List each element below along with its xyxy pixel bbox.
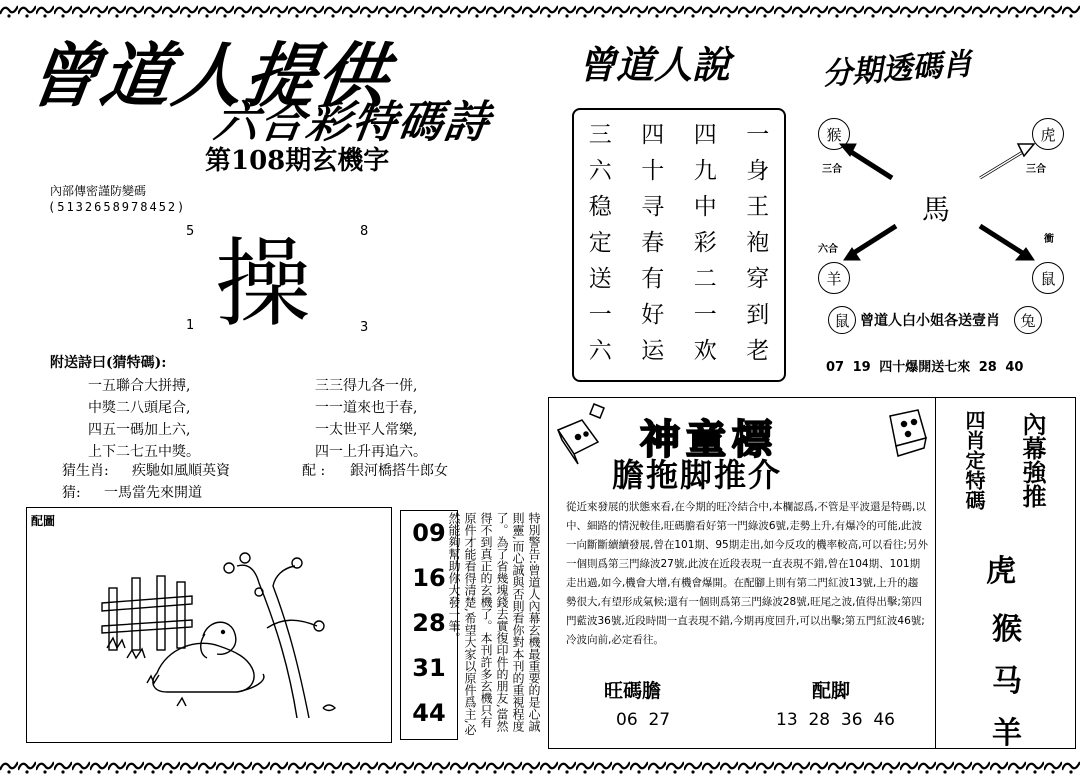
guess-text-2: 銀河橋搭牛郎女 [350,463,448,479]
issue-title: 第108期玄機字 [205,146,390,176]
grid-char: 穿 [746,265,770,292]
ad-title-2: 膽拖脚推介 [612,456,783,494]
grid-row [574,294,784,330]
picture-label: 配圖 [31,514,56,528]
grid-char: 寻 [641,193,665,220]
grid-char: 有 [641,265,665,292]
poem-line: 一太世平人常樂, [315,422,418,438]
poem-line: 四一上升再追六。 [315,444,427,460]
grid-char: 二 [693,265,717,292]
top-border [0,0,1080,22]
grid-char: 到 [746,301,770,328]
grid-char: 四 [693,121,717,148]
zodiac-rat: 鼠 [1032,262,1064,294]
bottom-rabbit-circle: 兔 [1014,306,1042,334]
dice-icon [556,402,606,466]
dog-tree-illustration [27,508,391,742]
side-zodiac: 猴 [992,612,1022,647]
ad-jiao-numbers: 13 28 36 46 [776,710,895,730]
poem-line: 三三得九各一併, [315,378,418,394]
poem-line: 上下二七五中獎。 [88,444,200,460]
ad-dan-numbers: 06 27 [616,710,671,730]
grid-char: 欢 [693,337,717,364]
grid-char: 六 [588,157,612,184]
guess-label-2: 配 : [302,463,326,479]
grid-char: 稳 [588,193,612,220]
grid-char: 九 [693,157,717,184]
ad-paragraph: 從近來發展的狀態來看,在今期的旺冷結合中,本欄認爲,不管是平波還是特碼,以中、細路的情況較佳,旺碼膽看好第一門綠波6號,走勢上升,有爆冷的可能,此波一向斷斷續續發展,曾在101期、95期走出,如今反攻的機率較高,可以看往;另外一個則爲第三門綠波27號,此波在近段表現一直表現不錯,曾在104期、101期走出過,如今,機會大增,有機會爆開。在配腳上則有第二門紅波13號,上升的趨勢很大,有望形成氣候;還有一個則爲第三門綠波28號,旺尾之波,值得出擊;第四門藍波36號,近段時間一直表現不錯,今期再度回升,可以出擊;第五門紅波46號;冷波向前,必定看往。 [566,501,928,646]
zodiac-arrows [830,130,1060,270]
grid-char: 身 [746,157,770,184]
number-item: 09 [412,519,446,547]
number-item: 31 [412,654,446,682]
grid-char: 送 [588,265,612,292]
poem-line: 中獎二八頭尾合, [88,400,191,416]
grid-row [574,114,784,150]
secret-line: 內部傳密謹防變碼 [50,184,147,198]
grid-char: 春 [641,229,665,256]
saying-title: 曾道人說 [578,42,731,87]
grid-char: 王 [746,193,770,220]
grid-char: 彩 [693,229,717,256]
main-title: 曾道人提供 [23,35,395,117]
warning-text: 特別警告:曾道人內幕玄機最重要的是心誠則靈,而心誠與否則看你對本刊的重視程度了。為了省幾塊錢去實復印件的朋友,當然得不到真正的玄機了。本刊許多玄機只有原件才能看得清楚,希望大家以原件爲主,必然能夠幫助你大發一筆。 [447,512,541,736]
grid-char: 一 [588,301,612,328]
picture-box [26,507,392,743]
side-col-1: 四肖定特碼 [962,410,986,510]
label-sanhe-left: 三合 [822,164,842,175]
grid-char: 三 [588,121,612,148]
number-item: 44 [412,699,446,727]
label-sanhe-right: 三合 [1026,164,1046,175]
poem-heading: 附送詩曰(猜特碼): [50,355,167,371]
dice-icon [880,402,930,466]
bottom-rat-circle: 鼠 [828,306,856,334]
side-zodiac: 马 [992,664,1022,699]
zodiac-horse: 馬 [922,193,951,226]
poem-line: 一一道來也于春, [315,400,418,416]
grid-char: 定 [588,229,612,256]
subtitle: 六合彩特碼詩 [210,97,494,148]
saying-grid [572,108,786,382]
grid-char: 老 [746,337,770,364]
zodiac-monkey: 猴 [818,118,850,150]
guess-label-1: 猜生肖: [62,463,109,479]
riddle-num-tr: 8 [360,224,369,239]
bottom-border [0,756,1080,778]
grid-char: 一 [693,301,717,328]
label-chong: 衝 [1044,234,1054,245]
grid-char: 好 [641,301,665,328]
riddle-num-br: 3 [360,320,369,335]
riddle-num-bl: 1 [186,318,195,333]
zodiac-bottom-text: 曾道人白小姐各送壹肖 [860,313,1000,329]
grid-char: 六 [588,337,612,364]
number-item: 16 [412,564,446,592]
zodiac-goat: 羊 [818,262,850,294]
zodiac-title: 分期透碼肖 [821,46,974,93]
poem-left [88,375,200,463]
guess-text-1: 疾馳如風順英資 [132,463,230,479]
grid-row [574,186,784,222]
label-liuhe: 六合 [818,244,838,255]
ad-label-jiao: 配脚 [812,680,851,702]
grid-row [574,330,784,366]
poem-line: 四五一碼加上六, [88,422,191,438]
side-zodiac: 羊 [992,716,1022,751]
ad-title-1: 神童標 [640,417,778,463]
riddle-num-tl: 5 [186,224,195,239]
poem-right [315,375,427,463]
number-item: 28 [412,609,446,637]
zodiac-footer: 07 19 四十爆開送七來 28 40 [826,360,1024,375]
secret-code: (5132658978452) [48,200,187,214]
riddle-character: 操 [215,228,311,340]
grid-row [574,222,784,258]
guess-text-3: 一馬當先來開道 [104,485,202,501]
side-col-2: 內幕強推 [1018,412,1047,508]
grid-char: 袍 [746,229,770,256]
zodiac-tiger: 虎 [1032,118,1064,150]
grid-char: 一 [746,121,770,148]
guess-label-3: 猜: [62,485,81,501]
grid-row [574,150,784,186]
grid-char: 十 [641,157,665,184]
grid-char: 中 [693,193,717,220]
grid-char: 运 [641,337,665,364]
grid-char: 四 [641,121,665,148]
side-zodiac: 虎 [986,554,1016,589]
ad-label-dan: 旺碼膽 [604,680,662,702]
poem-line: 一五聯合大拼搏, [88,378,191,394]
grid-row [574,258,784,294]
